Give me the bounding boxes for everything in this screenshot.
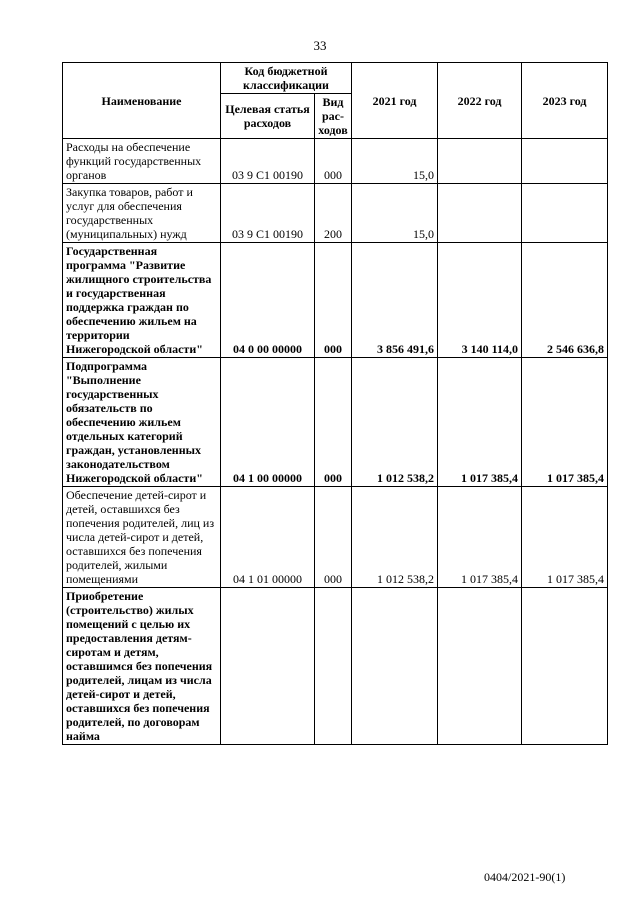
row-2021: 3 856 491,6 [352, 243, 438, 358]
row-2023 [522, 139, 608, 184]
row-target-article: 03 9 С1 00190 [221, 139, 315, 184]
row-expense-type: 000 [315, 243, 352, 358]
row-expense-type: 000 [315, 487, 352, 588]
row-2021: 15,0 [352, 184, 438, 243]
header-2021: 2021 год [352, 63, 438, 139]
row-expense-type: 200 [315, 184, 352, 243]
row-2022: 3 140 114,0 [438, 243, 522, 358]
row-name: Закупка товаров, работ и услуг для обеспечения государственных (муниципальных) нужд [63, 184, 221, 243]
row-name: Расходы на обеспечение функций государственных органов [63, 139, 221, 184]
table-row [63, 487, 608, 588]
row-2021: 1 012 538,2 [352, 487, 438, 588]
header-target-article: Целевая статья расходов [221, 94, 315, 139]
header-budget-code: Код бюджетной классификации [221, 63, 352, 94]
header-2023: 2023 год [522, 63, 608, 139]
table-row [63, 358, 608, 487]
row-2022: 1 017 385,4 [438, 487, 522, 588]
header-row-1 [63, 63, 608, 94]
header-expense-type: Вид рас-ходов [315, 94, 352, 139]
row-target-article: 03 9 С1 00190 [221, 184, 315, 243]
document-code: 0404/2021-90(1) [484, 870, 566, 884]
row-2021: 15,0 [352, 139, 438, 184]
row-2023: 1 017 385,4 [522, 358, 608, 487]
row-expense-type [315, 588, 352, 745]
row-2023 [522, 588, 608, 745]
row-expense-type: 000 [315, 358, 352, 487]
header-name: Наименование [63, 63, 221, 139]
row-2023 [522, 184, 608, 243]
header-2022: 2022 год [438, 63, 522, 139]
row-2021 [352, 588, 438, 745]
row-name: Приобретение (строительство) жилых помещений с целью их предоставления детям-сиротам и детям, оставшимся без попечения родителей, лицам из числа детей-сирот и детей, оставшихся без попечения родителей, по договорам найма [63, 588, 221, 745]
table-row [63, 243, 608, 358]
row-target-article: 04 1 01 00000 [221, 487, 315, 588]
page-number: 33 [313, 38, 327, 53]
row-name: Подпрограмма "Выполнение государственных обязательств по обеспечению жильем отдельных категорий граждан, установленных законодательством Нижегородской области" [63, 358, 221, 487]
row-target-article [221, 588, 315, 745]
row-2022: 1 017 385,4 [438, 358, 522, 487]
row-2023: 2 546 636,8 [522, 243, 608, 358]
table-row [63, 184, 608, 243]
row-target-article: 04 0 00 00000 [221, 243, 315, 358]
row-target-article: 04 1 00 00000 [221, 358, 315, 487]
table-row [63, 139, 608, 184]
row-name: Государственная программа "Развитие жилищного строительства и государственная поддержка граждан по обеспечению жильем на территории Нижегородской области" [63, 243, 221, 358]
table-row [63, 588, 608, 745]
budget-table [62, 62, 608, 745]
row-2022 [438, 139, 522, 184]
row-2022 [438, 588, 522, 745]
row-2022 [438, 184, 522, 243]
row-expense-type: 000 [315, 139, 352, 184]
row-name: Обеспечение детей-сирот и детей, оставшихся без попечения родителей, лиц из числа детей-сирот и детей, оставшихся без попечения родителей, жилыми помещениями [63, 487, 221, 588]
row-2023: 1 017 385,4 [522, 487, 608, 588]
row-2021: 1 012 538,2 [352, 358, 438, 487]
